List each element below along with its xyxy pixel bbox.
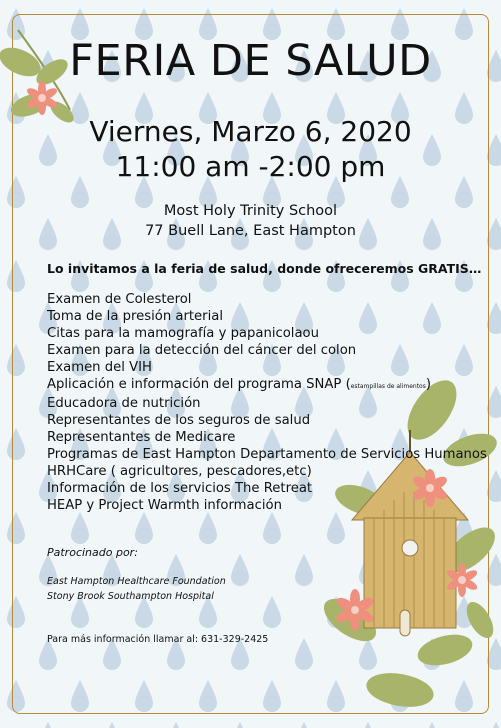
snap-close: ) [425, 377, 432, 392]
service-item: Representantes de los seguros de salud [47, 413, 311, 428]
venue-name: Most Holy Trinity School [163, 203, 338, 219]
snap-main: Aplicación e información del programa SNAP ( [47, 377, 351, 392]
service-item: Toma de la presión arterial [47, 309, 224, 324]
event-time: 11:00 am -2:00 pm [115, 150, 386, 183]
snap-note: estampillas de alimentos [350, 383, 426, 390]
service-item: Citas para la mamografía y papanicolaou [47, 326, 319, 341]
service-item: HEAP y Project Warmth información [47, 498, 282, 513]
contact-info: Para más información llamar al: 631-329-2425 [47, 634, 269, 645]
sponsor-item: East Hampton Healthcare Foundation [47, 576, 226, 587]
venue-address: 77 Buell Lane, East Hampton [145, 223, 356, 239]
sponsored-label: Patrocinado por: [47, 546, 138, 559]
service-item: HRHCare ( agricultores, pescadores,etc) [47, 464, 312, 479]
service-item: Programas de East Hampton Departamento de Servicios Humanos [47, 447, 487, 462]
event-venue [0, 201, 501, 241]
service-item: Examen del VIH [47, 360, 152, 375]
service-item-snap [47, 376, 487, 395]
sponsor-item: Stony Brook Southampton Hospital [47, 591, 214, 602]
service-item: Examen para la detección del cáncer del colon [47, 343, 357, 358]
flyer-title: FERIA DE SALUD [69, 36, 432, 86]
service-item: Representantes de Medicare [47, 430, 236, 445]
invitation-text: Lo invitamos a la feria de salud, donde ofreceremos GRATIS… [47, 261, 482, 276]
services-list [47, 291, 487, 514]
service-item: Examen de Colesterol [47, 292, 192, 307]
service-item: Educadora de nutrición [47, 396, 201, 411]
service-item: Información de los servicios The Retreat [47, 481, 313, 496]
event-date: Viernes, Marzo 6, 2020 [89, 115, 412, 148]
sponsor-list [47, 574, 226, 604]
